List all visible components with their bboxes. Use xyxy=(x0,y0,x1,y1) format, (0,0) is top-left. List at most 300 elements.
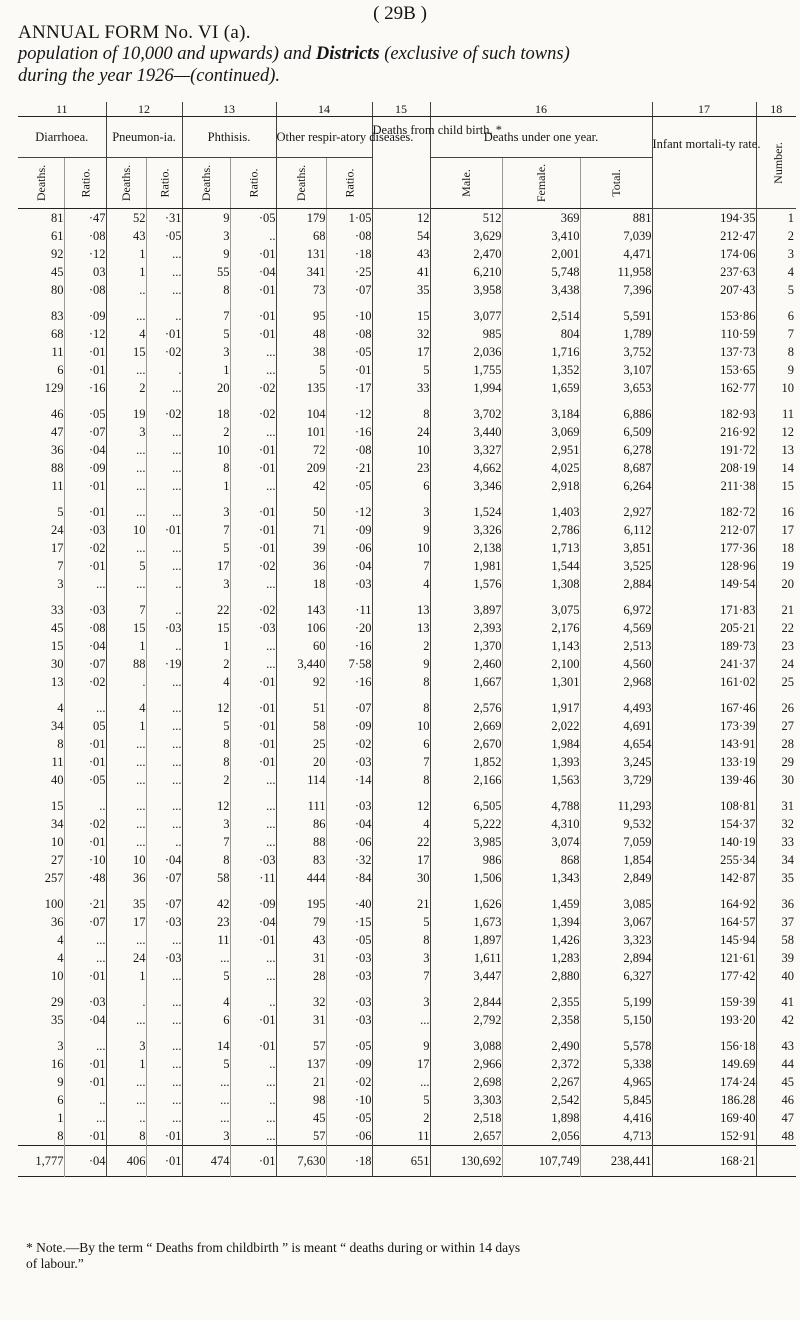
table-cell: ... xyxy=(146,717,182,735)
table-cell: ·12 xyxy=(326,397,372,423)
table-cell: .. xyxy=(146,299,182,325)
table-cell: 186.28 xyxy=(652,1091,756,1109)
table-cell: 36 xyxy=(276,557,326,575)
table-cell: 1,789 xyxy=(580,325,652,343)
table-cell: ·01 xyxy=(230,539,276,557)
table-cell: 48 xyxy=(276,325,326,343)
table-cell: 149·54 xyxy=(652,575,756,593)
table-cell: 3,752 xyxy=(580,343,652,361)
table-row xyxy=(18,1127,796,1146)
header-under-one: Deaths under one year. xyxy=(430,117,652,158)
table-cell: ... xyxy=(146,1011,182,1029)
table-cell: ·09 xyxy=(230,887,276,913)
table-cell: ·02 xyxy=(146,343,182,361)
table-row xyxy=(18,495,796,521)
table-cell: 7·58 xyxy=(326,655,372,673)
table-cell: ·11 xyxy=(230,869,276,887)
table-cell: 3,629 xyxy=(430,227,502,245)
table-cell: 27 xyxy=(51,853,64,867)
table-cell: ... xyxy=(64,1029,106,1055)
table-cell: 173·39 xyxy=(652,717,756,735)
col-number: 13 xyxy=(182,102,276,117)
table-row xyxy=(18,771,796,789)
table-cell: ·01 xyxy=(230,299,276,325)
table-cell: ... xyxy=(106,361,146,379)
table-cell: 2,894 xyxy=(580,949,652,967)
table-cell: .. xyxy=(106,1109,146,1127)
header-phthisis: Phthisis. xyxy=(182,117,276,158)
table-cell: 159·39 xyxy=(652,985,756,1011)
table-cell: 6,264 xyxy=(580,477,652,495)
table-cell: 10 xyxy=(106,521,146,539)
table-cell: ·01 xyxy=(230,691,276,717)
table-cell: ... xyxy=(146,379,182,397)
table-cell: 1,563 xyxy=(502,771,580,789)
subtitle-post: (exclusive of such towns) xyxy=(379,44,570,64)
table-cell: ... xyxy=(146,263,182,281)
table-cell: ... xyxy=(146,539,182,557)
table-cell: 12 xyxy=(372,789,430,815)
table-cell: 10 xyxy=(372,539,430,557)
table-cell: ·07 xyxy=(64,913,106,931)
table-cell: ·02 xyxy=(230,397,276,423)
table-cell: 5 xyxy=(372,1091,430,1109)
table-cell: 2,576 xyxy=(430,691,502,717)
table-cell: 44 xyxy=(756,1055,796,1073)
table-row xyxy=(18,539,796,557)
table-cell: ·16 xyxy=(326,673,372,691)
table-cell: 57 xyxy=(276,1127,326,1146)
statistics-table xyxy=(18,102,796,1179)
table-cell: 34 xyxy=(51,817,64,831)
subheader-ratio-label: Ratio. xyxy=(342,168,356,198)
table-row xyxy=(18,833,796,851)
table-cell: 6,210 xyxy=(430,263,502,281)
table-cell: 20 xyxy=(182,379,230,397)
table-cell: 153·86 xyxy=(652,299,756,325)
table-cell: ·12 xyxy=(64,245,106,263)
table-cell: 1,343 xyxy=(502,869,580,887)
table-cell: 3,085 xyxy=(580,887,652,913)
table-cell: ·04 xyxy=(230,913,276,931)
table-cell: .. xyxy=(230,227,276,245)
table-cell: ... xyxy=(230,815,276,833)
subheader-deaths xyxy=(182,158,230,209)
table-cell: 17 xyxy=(372,343,430,361)
table-cell: 8 xyxy=(57,737,64,751)
table-cell: ... xyxy=(230,967,276,985)
table-cell: 30 xyxy=(51,657,64,671)
table-cell: 154·37 xyxy=(652,815,756,833)
table-cell: ·04 xyxy=(64,1011,106,1029)
table-cell: 156·18 xyxy=(652,1029,756,1055)
table-cell: 31 xyxy=(276,1011,326,1029)
table-cell: ·11 xyxy=(326,593,372,619)
table-cell: 3,323 xyxy=(580,931,652,949)
table-cell: 11 xyxy=(51,755,64,769)
table-row xyxy=(18,441,796,459)
table-cell: 3,440 xyxy=(430,423,502,441)
table-cell: 3,985 xyxy=(430,833,502,851)
table-cell: ·16 xyxy=(326,423,372,441)
footnote-continued: of labour.” xyxy=(26,1256,84,1271)
table-row xyxy=(18,851,796,869)
table-cell: 143·91 xyxy=(652,735,756,753)
table-cell: ·01 xyxy=(230,717,276,735)
table-cell: 6,886 xyxy=(580,397,652,423)
table-cell: ·08 xyxy=(326,325,372,343)
table-cell: ... xyxy=(230,477,276,495)
table-cell: 2,036 xyxy=(430,343,502,361)
table-cell: 42 xyxy=(276,477,326,495)
totals-row xyxy=(18,1146,796,1177)
table-cell: 88 xyxy=(51,461,64,475)
table-cell: ... xyxy=(64,949,106,967)
table-cell: 1,626 xyxy=(430,887,502,913)
table-cell: 3,653 xyxy=(580,379,652,397)
table-cell: 24 xyxy=(372,423,430,441)
table-cell: 2,698 xyxy=(430,1073,502,1091)
table-cell: ·05 xyxy=(230,209,276,228)
table-cell: ... xyxy=(146,423,182,441)
table-cell: ·19 xyxy=(146,655,182,673)
table-cell: 237·63 xyxy=(652,263,756,281)
table-row xyxy=(18,209,796,228)
table-cell: 3,184 xyxy=(502,397,580,423)
table-cell: 3 xyxy=(372,495,430,521)
table-cell: .. xyxy=(230,1091,276,1109)
table-cell: ... xyxy=(230,949,276,967)
table-cell: ·04 xyxy=(326,815,372,833)
table-cell: 12 xyxy=(182,789,230,815)
table-cell: 17 xyxy=(182,557,230,575)
table-cell: ·07 xyxy=(146,869,182,887)
table-cell: ·05 xyxy=(326,1109,372,1127)
table-cell: 41 xyxy=(372,263,430,281)
header-infant-mortality: Infant mortali-ty rate. xyxy=(652,117,756,209)
table-cell: ·25 xyxy=(326,263,372,281)
table-cell: 9 xyxy=(372,655,430,673)
table-cell: ... xyxy=(146,459,182,477)
table-row xyxy=(18,281,796,299)
table-cell: 3 xyxy=(106,1029,146,1055)
table-cell: 255·34 xyxy=(652,851,756,869)
table-cell: ·01 xyxy=(230,673,276,691)
table-cell: ·14 xyxy=(326,771,372,789)
table-cell: ·01 xyxy=(64,1073,106,1091)
table-cell: 1,393 xyxy=(502,753,580,771)
table-row xyxy=(18,1073,796,1091)
table-cell: 23 xyxy=(372,459,430,477)
table-cell: ... xyxy=(106,753,146,771)
table-cell: 4,416 xyxy=(580,1109,652,1127)
table-cell: 43 xyxy=(756,1029,796,1055)
table-cell: ·01 xyxy=(64,343,106,361)
table-cell: ... xyxy=(64,575,106,593)
table-cell: 8 xyxy=(182,735,230,753)
table-cell: 8 xyxy=(372,691,430,717)
table-cell: 2,657 xyxy=(430,1127,502,1146)
table-cell: ... xyxy=(146,477,182,495)
table-cell: 1,544 xyxy=(502,557,580,575)
table-cell: 9 xyxy=(756,361,796,379)
table-cell: 10 xyxy=(372,441,430,459)
table-cell: 212·07 xyxy=(652,521,756,539)
table-cell: 1 xyxy=(106,637,146,655)
table-cell: 12 xyxy=(182,691,230,717)
subheader-total xyxy=(580,158,652,209)
table-cell: 110·59 xyxy=(652,325,756,343)
table-cell: 8 xyxy=(182,851,230,869)
table-cell: 2,022 xyxy=(502,717,580,735)
table-cell: 2,513 xyxy=(580,637,652,655)
table-cell: ... xyxy=(146,495,182,521)
table-cell: 1 xyxy=(182,477,230,495)
table-cell: 3,107 xyxy=(580,361,652,379)
table-cell: 15 xyxy=(372,299,430,325)
table-cell: 4,691 xyxy=(580,717,652,735)
table-cell: 34 xyxy=(51,719,64,733)
table-cell: 8 xyxy=(182,753,230,771)
table-cell: 121·61 xyxy=(652,949,756,967)
table-row xyxy=(18,655,796,673)
table-cell: 5 xyxy=(372,361,430,379)
table-cell: 804 xyxy=(502,325,580,343)
footnote: * Note.—By the term “ Deaths from childbirth ” is meant “ deaths during or within 14 days xyxy=(26,1240,521,1255)
table-row xyxy=(18,557,796,575)
table-cell: 57 xyxy=(276,1029,326,1055)
total-cell: 474 xyxy=(182,1146,230,1177)
table-cell: 2 xyxy=(182,655,230,673)
table-cell: 11,293 xyxy=(580,789,652,815)
table-cell: ·03 xyxy=(326,575,372,593)
table-cell: 101 xyxy=(276,423,326,441)
table-cell: 03 xyxy=(64,263,106,281)
table-cell: ·03 xyxy=(146,619,182,637)
total-cell: 651 xyxy=(372,1146,430,1177)
table-row xyxy=(18,815,796,833)
table-cell: 133·19 xyxy=(652,753,756,771)
table-cell: 2,844 xyxy=(430,985,502,1011)
table-cell: 10 xyxy=(51,969,64,983)
table-cell: 36 xyxy=(106,869,146,887)
table-cell: ·21 xyxy=(64,887,106,913)
table-cell: 1,673 xyxy=(430,913,502,931)
table-cell: 95 xyxy=(276,299,326,325)
table-cell: ·04 xyxy=(230,263,276,281)
form-subtitle xyxy=(18,44,570,65)
table-cell: 153·65 xyxy=(652,361,756,379)
table-cell: 36 xyxy=(51,443,64,457)
table-cell: 2 xyxy=(372,1109,430,1127)
table-cell: 3,702 xyxy=(430,397,502,423)
table-cell: 22 xyxy=(182,593,230,619)
table-cell: ·10 xyxy=(64,851,106,869)
total-cell: 130,692 xyxy=(430,1146,502,1177)
subheader-deaths-label: Deaths. xyxy=(118,164,133,202)
table-cell: 162·77 xyxy=(652,379,756,397)
subtitle-bold: Districts xyxy=(315,44,380,64)
table-cell: .. xyxy=(146,637,182,655)
col-number: 14 xyxy=(276,102,372,117)
table-cell: ... xyxy=(64,931,106,949)
table-cell: 2,542 xyxy=(502,1091,580,1109)
table-cell: ... xyxy=(230,789,276,815)
table-cell: ... xyxy=(182,1073,230,1091)
table-cell: 137·73 xyxy=(652,343,756,361)
table-body xyxy=(18,209,796,1180)
table-cell: ·05 xyxy=(326,1029,372,1055)
table-cell: 10 xyxy=(756,379,796,397)
table-cell: 2,267 xyxy=(502,1073,580,1091)
table-cell: 5,199 xyxy=(580,985,652,1011)
table-cell: 45 xyxy=(51,265,64,279)
table-cell: 3,074 xyxy=(502,833,580,851)
table-cell: 341 xyxy=(276,263,326,281)
table-cell: ... xyxy=(106,441,146,459)
table-cell: 05 xyxy=(64,717,106,735)
table-cell: ... xyxy=(146,1029,182,1055)
table-cell: 164·92 xyxy=(652,887,756,913)
table-cell: 33 xyxy=(756,833,796,851)
table-cell: ·16 xyxy=(326,637,372,655)
table-cell: ·08 xyxy=(64,281,106,299)
table-cell: ·02 xyxy=(230,379,276,397)
col-number: 15 xyxy=(372,102,430,117)
table-cell: ·06 xyxy=(326,833,372,851)
table-cell: 1,308 xyxy=(502,575,580,593)
table-cell: ·02 xyxy=(146,397,182,423)
table-cell: 5,150 xyxy=(580,1011,652,1029)
col-number: 12 xyxy=(106,102,182,117)
table-cell: 1,917 xyxy=(502,691,580,717)
total-cell: 7,630 xyxy=(276,1146,326,1177)
table-cell: 13 xyxy=(372,619,430,637)
table-cell: ·08 xyxy=(64,227,106,245)
table-cell: 17 xyxy=(372,851,430,869)
table-cell: ·09 xyxy=(326,521,372,539)
table-row xyxy=(18,1011,796,1029)
column-numbers-row xyxy=(18,102,796,117)
col-number: 11 xyxy=(18,102,106,117)
table-cell: ·05 xyxy=(326,343,372,361)
table-cell: 5,338 xyxy=(580,1055,652,1073)
table-cell: 4 xyxy=(182,673,230,691)
table-row xyxy=(18,967,796,985)
table-cell: ... xyxy=(230,637,276,655)
table-cell: ·03 xyxy=(326,985,372,1011)
table-cell: 45 xyxy=(51,621,64,635)
table-cell: 2,968 xyxy=(580,673,652,691)
table-row xyxy=(18,299,796,325)
table-cell: 3,075 xyxy=(502,593,580,619)
table-cell: 1,994 xyxy=(430,379,502,397)
table-cell: 986 xyxy=(430,851,502,869)
table-cell: ... xyxy=(106,931,146,949)
table-cell: 45 xyxy=(756,1073,796,1091)
table-cell: 50 xyxy=(276,495,326,521)
table-cell: ·01 xyxy=(230,495,276,521)
table-row xyxy=(18,673,796,691)
table-cell: 3,440 xyxy=(276,655,326,673)
table-cell: 985 xyxy=(430,325,502,343)
page-number: ( 29B ) xyxy=(373,3,427,24)
table-cell: 191·72 xyxy=(652,441,756,459)
table-cell: 46 xyxy=(51,407,64,421)
table-cell: 18 xyxy=(182,397,230,423)
table-cell: ·04 xyxy=(64,637,106,655)
table-cell: 7 xyxy=(372,557,430,575)
table-cell: ·07 xyxy=(64,423,106,441)
table-cell: 42 xyxy=(756,1011,796,1029)
table-cell: 6,112 xyxy=(580,521,652,539)
table-cell: 209 xyxy=(276,459,326,477)
table-cell: 3,447 xyxy=(430,967,502,985)
table-cell: 7 xyxy=(106,593,146,619)
table-cell: 54 xyxy=(372,227,430,245)
table-cell: 3 xyxy=(182,343,230,361)
subheader-deaths-label: Deaths. xyxy=(293,164,308,202)
table-cell: ·02 xyxy=(64,539,106,557)
table-row xyxy=(18,593,796,619)
table-cell: 40 xyxy=(756,967,796,985)
table-cell: 2,460 xyxy=(430,655,502,673)
table-cell: 6 xyxy=(372,735,430,753)
table-cell: 2,490 xyxy=(502,1029,580,1055)
table-cell: 4,662 xyxy=(430,459,502,477)
table-cell: ·31 xyxy=(146,209,182,228)
table-cell: ·03 xyxy=(230,851,276,869)
table-cell: 1 xyxy=(57,1111,64,1125)
table-cell: 58 xyxy=(182,869,230,887)
table-cell: 1,611 xyxy=(430,949,502,967)
table-cell: ·21 xyxy=(326,459,372,477)
subheader-ratio-label: Ratio. xyxy=(246,168,260,198)
table-cell: ... xyxy=(106,477,146,495)
table-cell: 4,965 xyxy=(580,1073,652,1091)
table-cell: 11 xyxy=(182,931,230,949)
table-cell: ·01 xyxy=(230,521,276,539)
table-cell: 2,518 xyxy=(430,1109,502,1127)
table-cell: 55 xyxy=(182,263,230,281)
table-cell: 71 xyxy=(276,521,326,539)
table-cell: ... xyxy=(230,343,276,361)
table-cell: 15 xyxy=(756,477,796,495)
table-cell: . xyxy=(106,673,146,691)
table-row xyxy=(18,521,796,539)
table-cell: ... xyxy=(146,1073,182,1091)
table-cell: 1·05 xyxy=(326,209,372,228)
table-cell: 88 xyxy=(276,833,326,851)
table-cell: 7,039 xyxy=(580,227,652,245)
table-cell: 152·91 xyxy=(652,1127,756,1146)
table-cell: 1,283 xyxy=(502,949,580,967)
table-cell: 104 xyxy=(276,397,326,423)
table-cell: ... xyxy=(64,1109,106,1127)
table-cell: ·03 xyxy=(326,789,372,815)
table-cell: 83 xyxy=(51,309,64,323)
table-cell: 4 xyxy=(106,325,146,343)
table-cell: 135 xyxy=(276,379,326,397)
table-cell: 4,493 xyxy=(580,691,652,717)
table-cell: 1,394 xyxy=(502,913,580,931)
table-cell: ·03 xyxy=(146,949,182,967)
table-cell: ... xyxy=(230,423,276,441)
table-cell: 25 xyxy=(756,673,796,691)
table-cell: 3,327 xyxy=(430,441,502,459)
table-cell: 216·92 xyxy=(652,423,756,441)
table-cell: 137 xyxy=(276,1055,326,1073)
